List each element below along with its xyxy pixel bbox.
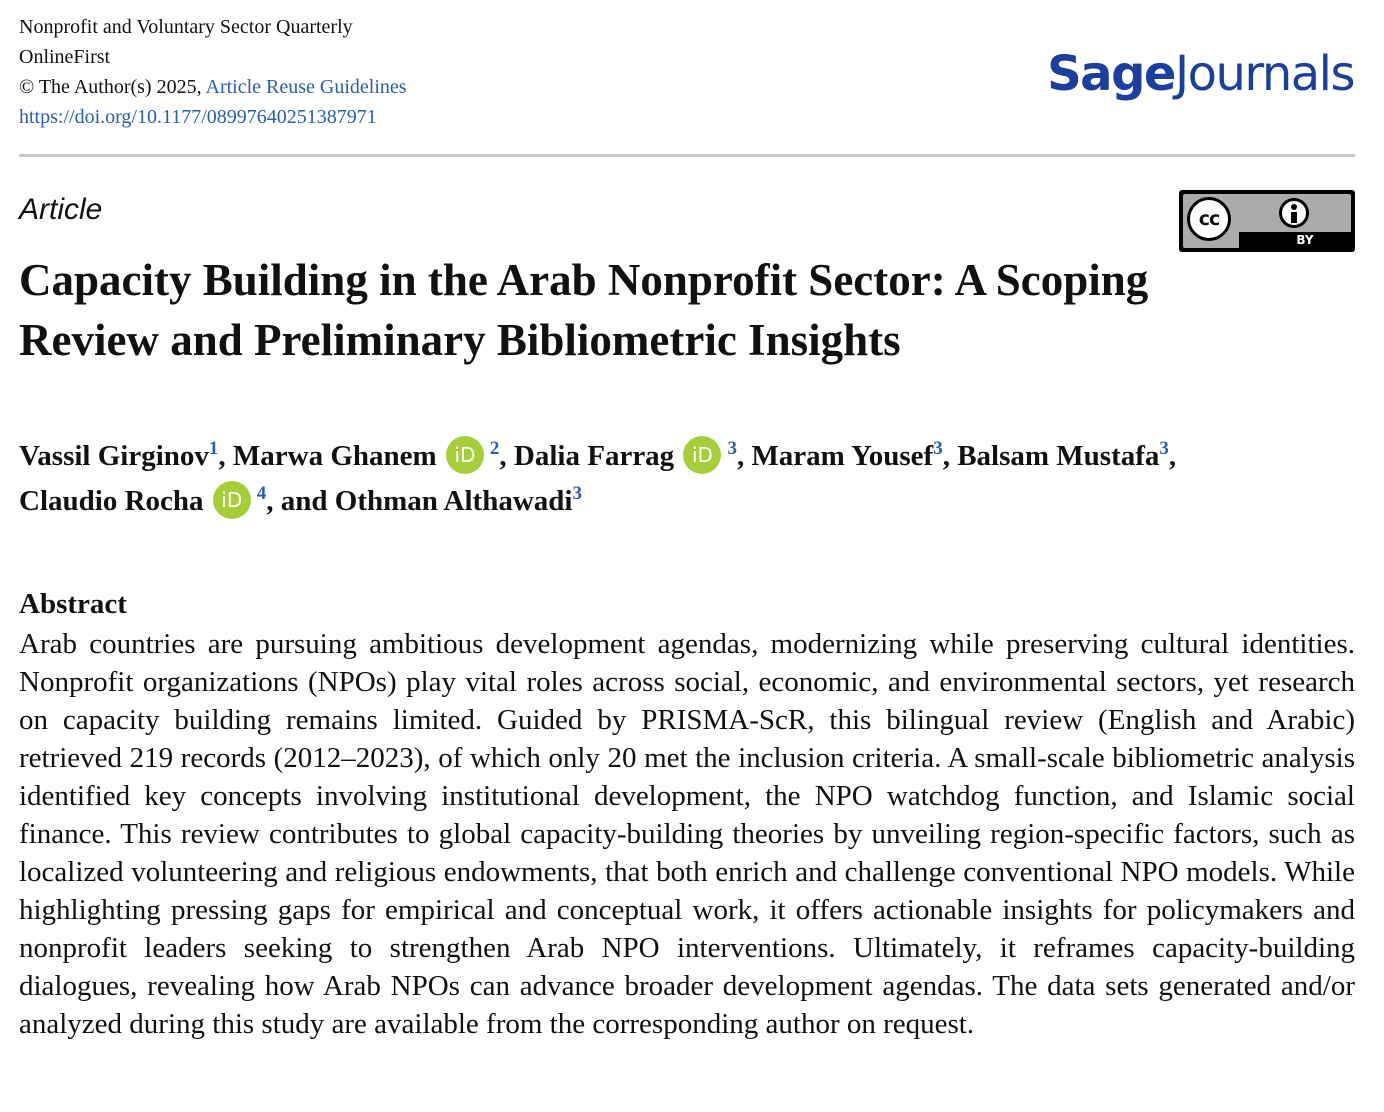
affiliation-ref[interactable]: 3 [572,483,582,504]
affiliation-ref[interactable]: 3 [1159,438,1169,459]
logo-sage: Sage [1047,46,1175,102]
orcid-icon[interactable]: iD [213,481,251,519]
abstract-heading: Abstract [19,588,127,620]
author-name[interactable]: Maram Yousef [751,440,934,472]
cc-badge-body [1183,194,1351,248]
author-separator: , [218,440,233,472]
orcid-icon[interactable]: iD [683,436,721,474]
by-label: BY [1239,232,1351,248]
reuse-guidelines-link[interactable]: Article Reuse Guidelines [205,76,407,98]
author-name[interactable]: Balsam Mustafa [957,440,1160,472]
affiliation-ref[interactable]: 2 [489,438,500,459]
author-separator: , and [266,485,335,517]
author-name[interactable]: Claudio Rocha [19,485,204,517]
copyright-line [19,72,407,102]
journal-name: Nonprofit and Voluntary Sector Quarterly [19,16,353,38]
author-name[interactable]: Dalia Farrag [513,440,675,472]
affiliation-ref[interactable]: 4 [256,483,267,504]
affiliation-ref[interactable]: 3 [727,438,737,459]
article-title: Capacity Building in the Arab Nonprofit Sector: A Scoping Review and Preliminary Bibliometric Insights [19,255,1149,365]
attribution-person-icon [1279,198,1309,228]
abstract-text: Arab countries are pursuing ambitious development agendas, modernizing while preserving cultural identities. Nonprofit organizations (NPOs) play vital roles across social, economic, and environmental sectors, yet research on capacity building remains limited. Guided by PRISMA-ScR, this bilingual review (English and Arabic) retrieved 219 records (2012–2023), of which only 20 met the inclusion criteria. A small-scale bibliometric analysis identified key concepts involving institutional development, the NPO watchdog function, and Islamic social finance. This review contributes to global capacity-building theories by unveiling region-specific factors, such as localized volunteering and religious endowments, that both enrich and challenge conventional NPO models. While highlighting pressing gaps for empirical and conceptual work, it offers actionable insights for policymakers and nonprofit leaders seeking to strengthen Arab NPO interventions. Ultimately, it reframes capacity-building dialogues, revealing how Arab NPOs can advance broader development agendas. The data sets generated and/or analyzed during this study are available from the corresponding author on request. [19,628,1355,1040]
orcid-icon[interactable]: iD [446,436,484,474]
author-name[interactable]: Vassil Girginov [19,440,209,472]
author-name[interactable]: Marwa Ghanem [232,440,437,472]
author-separator: , [1168,440,1177,472]
affiliation-ref[interactable]: 1 [208,438,219,459]
cc-icon: cc [1187,197,1231,241]
sage-journals-logo[interactable] [1047,46,1354,102]
author-separator: , [499,440,514,472]
author-name[interactable]: Othman Althawadi [334,485,573,517]
citation-header [19,12,407,132]
author-separator: , [942,440,958,472]
author-separator: , [736,440,752,472]
header-divider [19,154,1355,157]
author-list [19,434,1359,524]
cc-by-license-badge[interactable] [1179,190,1355,252]
affiliation-ref[interactable]: 3 [933,438,943,459]
publication-status: OnlineFirst [19,46,111,68]
doi-link[interactable]: https://doi.org/10.1177/08997640251387971 [19,106,377,128]
copyright-text: © The Author(s) 2025, [19,76,202,98]
article-type-label: Article [19,193,103,226]
logo-journals: Journals [1174,46,1354,102]
